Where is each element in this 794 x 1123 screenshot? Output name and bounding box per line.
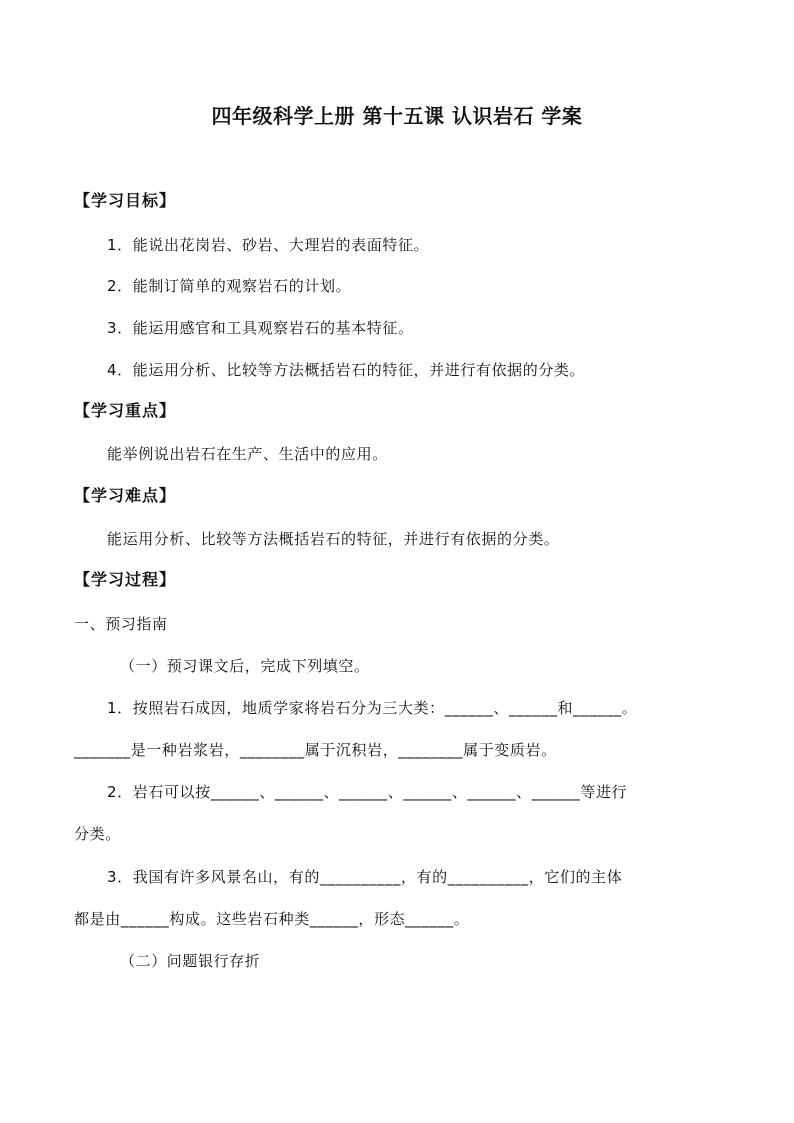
question-3-line-2: 都是由______构成。这些岩石种类______，形态______。: [74, 910, 470, 928]
key-points-heading: 【学习重点】: [74, 401, 177, 420]
question-1-line-2: _______是一种岩浆岩，________属于沉积岩，________属于变质岩。: [74, 741, 557, 759]
question-2-line-2: 分类。: [74, 825, 121, 843]
question-1-line-1: 1．按照岩石成因，地质学家将岩石分为三大类：______、______和______。: [107, 699, 638, 717]
question-2-line-1: 2．岩石可以按______、______、______、______、______、______等进行: [107, 783, 628, 801]
objective-item-3: 3．能运用感官和工具观察岩石的基本特征。: [107, 319, 414, 337]
objective-item-1: 1．能说出花岗岩、砂岩、大理岩的表面特征。: [107, 236, 430, 254]
objective-item-2: 2．能制订简单的观察岩石的计划。: [107, 277, 352, 295]
page-title: 四年级科学上册 第十五课 认识岩石 学案: [211, 104, 583, 128]
sub-section-two: （二）问题银行存折: [120, 952, 261, 970]
part-one-heading: 一、预习指南: [74, 615, 168, 633]
difficulties-heading: 【学习难点】: [74, 486, 177, 505]
key-points-text: 能举例说出岩石在生产、生活中的应用。: [107, 445, 388, 463]
difficulties-text: 能运用分析、比较等方法概括岩石的特征，并进行有依据的分类。: [107, 530, 560, 548]
objective-item-4: 4．能运用分析、比较等方法概括岩石的特征，并进行有依据的分类。: [107, 361, 586, 379]
sub-section-one: （一）预习课文后，完成下列填空。: [120, 657, 370, 675]
process-heading: 【学习过程】: [74, 570, 177, 589]
question-3-line-1: 3．我国有许多风景名山，有的__________，有的__________，它们的主体: [107, 868, 623, 886]
objectives-heading: 【学习目标】: [74, 191, 177, 210]
